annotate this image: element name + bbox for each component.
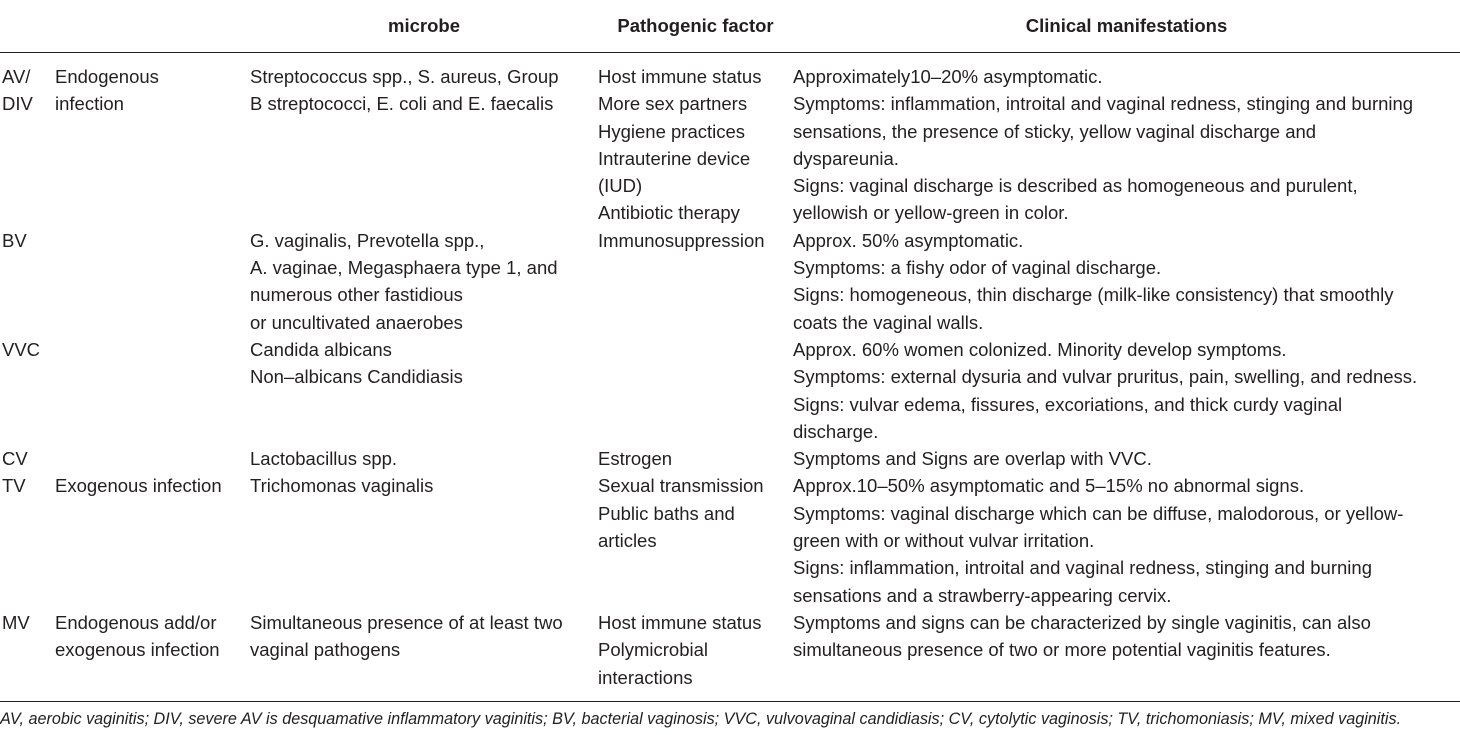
cell-line: Approx. 60% women colonized. Minority develop symptoms.: [793, 338, 1287, 360]
cell-clinical-manifestations: [793, 609, 1460, 701]
cell-type: [0, 227, 55, 336]
cell-line: Estrogen: [598, 448, 673, 470]
cell-line: Non–albicans Candidiasis: [250, 366, 463, 388]
cell-line: simultaneous presence of two or more potential vaginitis features.: [793, 639, 1331, 661]
cell-clinical-manifestations: [793, 472, 1460, 608]
cell-line: numerous other fastidious: [250, 284, 463, 306]
table-header-row: [0, 0, 1460, 53]
cell-infection: [55, 472, 250, 608]
cell-pathogenic-factor: [598, 227, 793, 336]
cell-line: discharge.: [793, 420, 879, 442]
cell-pathogenic-factor: [598, 336, 793, 445]
table-body: [0, 53, 1460, 702]
cell-microbe: [250, 53, 598, 227]
cell-line: Approximately10–20% asymptomatic.: [793, 66, 1103, 87]
cell-microbe: [250, 472, 598, 608]
cell-pathogenic-factor: [598, 53, 793, 227]
cell-line: Candida albicans: [250, 338, 392, 360]
cell-line: AV/: [2, 66, 31, 87]
cell-line: More sex partners: [598, 93, 748, 115]
cell-infection: [55, 609, 250, 701]
cell-line: Signs: vaginal discharge is described as homogeneous and purulent,: [793, 175, 1358, 197]
cell-line: Symptoms: a fishy odor of vaginal discharge.: [793, 257, 1162, 279]
column-header-infection: [55, 0, 250, 53]
cell-line: Symptoms: vaginal discharge which can be diffuse, malodorous, or yellow-: [793, 502, 1404, 524]
cell-line: Exogenous infection: [55, 475, 222, 497]
cell-line: (IUD): [598, 175, 643, 197]
cell-line: Lactobacillus spp.: [250, 448, 398, 470]
cell-line: TV: [2, 475, 26, 497]
cell-line: Public baths and: [598, 502, 735, 524]
cell-line: coats the vaginal walls.: [793, 311, 984, 333]
cell-line: Symptoms: external dysuria and vulvar pruritus, pain, swelling, and redness.: [793, 366, 1418, 388]
cell-line: Signs: homogeneous, thin discharge (milk-like consistency) that smoothly: [793, 284, 1394, 306]
cell-clinical-manifestations: [793, 53, 1460, 227]
cell-line: Immunosuppression: [598, 229, 765, 251]
cell-line: vaginal pathogens: [250, 639, 401, 661]
cell-type: [0, 609, 55, 701]
cell-microbe: [250, 336, 598, 445]
cell-line: Streptococcus spp., S. aureus, Group: [250, 66, 559, 87]
cell-type: [0, 53, 55, 227]
cell-microbe: [250, 227, 598, 336]
cell-line: sensations, the presence of sticky, yellow vaginal discharge and: [793, 120, 1317, 142]
cell-line: yellowish or yellow-green in color.: [793, 202, 1069, 224]
cell-line: Hygiene practices: [598, 120, 746, 142]
column-header-type: [0, 0, 55, 53]
cell-line: infection: [55, 93, 124, 115]
cell-line: CV: [2, 448, 28, 470]
cell-infection: [55, 53, 250, 227]
cell-type: [0, 445, 55, 472]
cell-line: Endogenous add/or: [55, 611, 217, 633]
column-header-pathogenic-factor: Pathogenic factor: [598, 0, 793, 53]
cell-line: Trichomonas vaginalis: [250, 475, 434, 497]
table-footnote: AV, aerobic vaginitis; DIV, severe AV is desquamative inflammatory vaginitis; BV, bacterial vaginosis; VVC, vulvovaginal candidiasis; CV, cytolytic vaginosis; TV, trichomoniasis; MV, mixed vaginitis.: [0, 710, 1402, 728]
cell-line: Symptoms and signs can be characterized by single vaginitis, can also: [793, 611, 1371, 633]
cell-line: MV: [2, 611, 30, 633]
table-row: [0, 53, 1460, 227]
cell-infection: [55, 227, 250, 336]
cell-pathogenic-factor: [598, 609, 793, 701]
cell-line: Host immune status: [598, 66, 762, 87]
cell-line: or uncultivated anaerobes: [250, 311, 463, 333]
cell-line: Signs: vulvar edema, fissures, excoriations, and thick curdy vaginal: [793, 393, 1343, 415]
cell-line: dyspareunia.: [793, 147, 899, 169]
cell-line: B streptococci, E. coli and E. faecalis: [250, 93, 554, 115]
table-row: [0, 227, 1460, 336]
cell-line: BV: [2, 229, 27, 251]
cell-line: VVC: [2, 338, 41, 360]
cell-clinical-manifestations: [793, 445, 1460, 472]
cell-line: Intrauterine device: [598, 147, 751, 169]
cell-line: DIV: [2, 93, 33, 115]
table-row: [0, 445, 1460, 472]
cell-line: Approx.10–50% asymptomatic and 5–15% no abnormal signs.: [793, 475, 1305, 497]
cell-line: articles: [598, 530, 657, 552]
cell-line: exogenous infection: [55, 639, 220, 661]
cell-line: Endogenous: [55, 66, 159, 87]
table-row: [0, 472, 1460, 608]
cell-line: Polymicrobial: [598, 639, 709, 661]
cell-line: A. vaginae, Megasphaera type 1, and: [250, 257, 558, 279]
column-header-microbe: microbe: [250, 0, 598, 53]
cell-line: Host immune status: [598, 611, 762, 633]
cell-infection: [55, 336, 250, 445]
cell-line: Approx. 50% asymptomatic.: [793, 229, 1024, 251]
cell-line: Signs: inflammation, introital and vaginal redness, stinging and burning: [793, 557, 1372, 579]
cell-type: [0, 472, 55, 608]
cell-type: [0, 336, 55, 445]
cell-microbe: [250, 609, 598, 701]
cell-pathogenic-factor: [598, 472, 793, 608]
table-row: [0, 336, 1460, 445]
cell-infection: [55, 445, 250, 472]
cell-line: sensations and a strawberry-appearing cervix.: [793, 584, 1172, 606]
cell-clinical-manifestations: [793, 336, 1460, 445]
cell-line: Antibiotic therapy: [598, 202, 740, 224]
cell-line: Sexual transmission: [598, 475, 764, 497]
cell-line: Symptoms: inflammation, introital and vaginal redness, stinging and burning: [793, 93, 1414, 115]
column-header-clinical-manifestations: Clinical manifestations: [793, 0, 1460, 53]
cell-clinical-manifestations: [793, 227, 1460, 336]
cell-line: interactions: [598, 666, 693, 688]
cell-microbe: [250, 445, 598, 472]
table-row: [0, 609, 1460, 701]
cell-line: Simultaneous presence of at least two: [250, 611, 563, 633]
cell-line: Symptoms and Signs are overlap with VVC.: [793, 448, 1152, 470]
cell-line: G. vaginalis, Prevotella spp.,: [250, 229, 485, 251]
cell-line: green with or without vulvar irritation.: [793, 530, 1095, 552]
cell-pathogenic-factor: [598, 445, 793, 472]
